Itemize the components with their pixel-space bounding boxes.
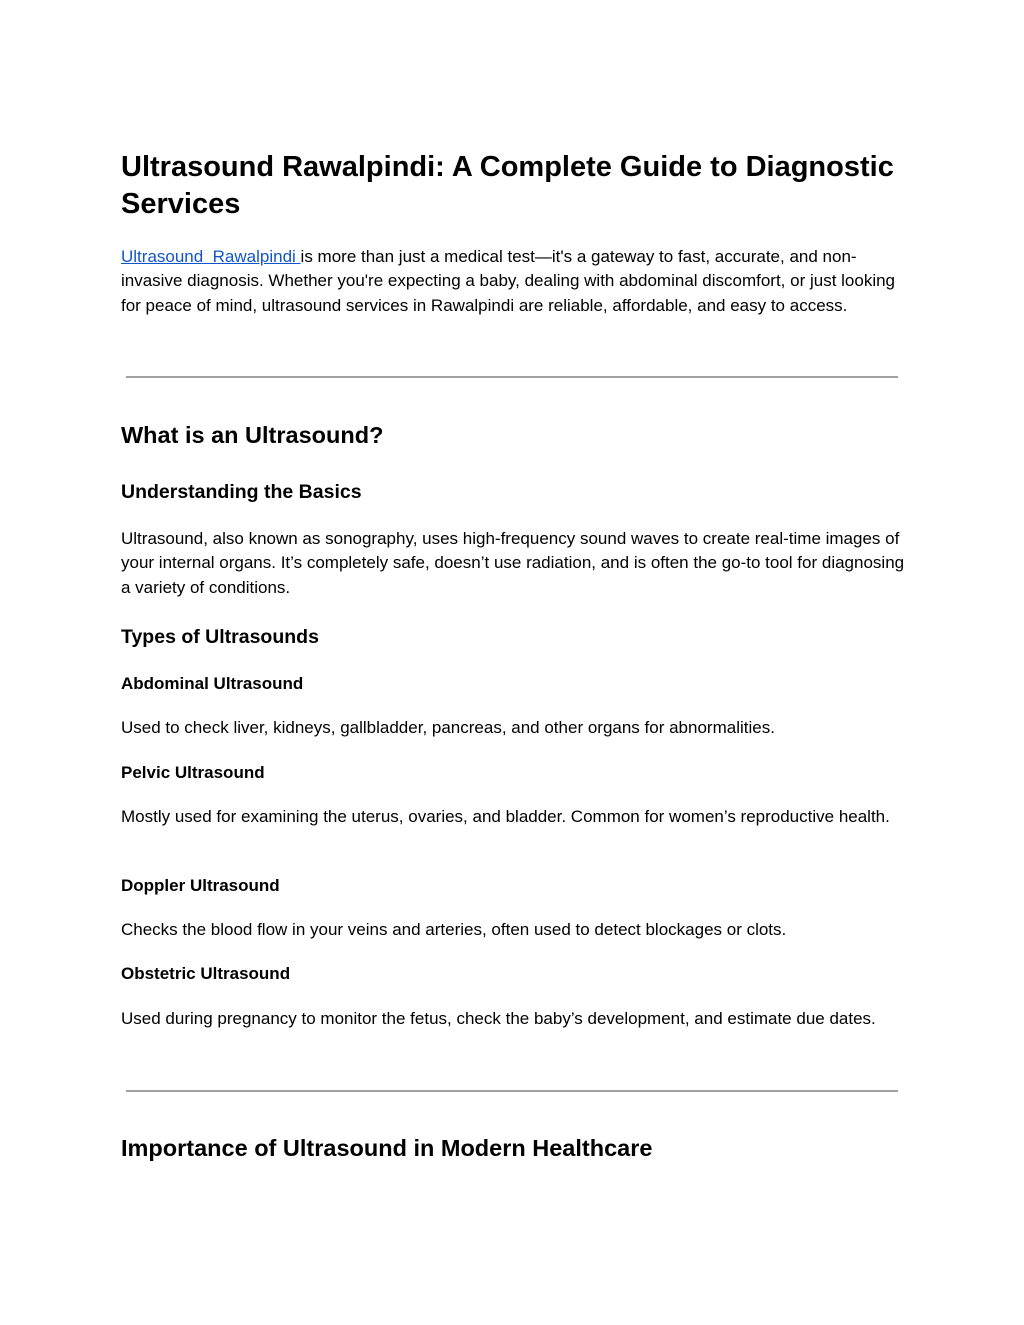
page-title: Ultrasound Rawalpindi: A Complete Guide to Diagnostic Services [121,151,894,220]
horizontal-divider [126,1090,898,1092]
section-heading-importance: Importance of Ultrasound in Modern Healthcare [121,1135,653,1161]
basics-paragraph: Ultrasound, also known as sonography, uses high-frequency sound waves to create real-time images of your internal organs. It’s completely safe, doesn’t use radiation, and is often the go-to tool for diagnosing a variety of conditions. [121,529,905,597]
type-heading-doppler: Doppler Ultrasound [121,876,280,895]
subheading-types-of-ultrasounds: Types of Ultrasounds [121,626,319,648]
type-text-pelvic: Mostly used for examining the uterus, ovaries, and bladder. Common for women’s reproductive health. [121,807,890,826]
section-heading-what-is-ultrasound: What is an Ultrasound? [121,422,384,448]
type-text-doppler: Checks the blood flow in your veins and arteries, often used to detect blockages or clots. [121,920,787,939]
type-text-obstetric: Used during pregnancy to monitor the fetus, check the baby’s development, and estimate due dates. [121,1009,876,1028]
ultrasound-rawalpindi-link[interactable]: Ultrasound Rawalpindi [121,247,301,266]
type-text-abdominal: Used to check liver, kidneys, gallbladder, pancreas, and other organs for abnormalities. [121,718,775,737]
type-heading-obstetric: Obstetric Ultrasound [121,964,291,983]
intro-paragraph [121,245,916,318]
horizontal-divider [126,376,898,378]
subheading-understanding-basics: Understanding the Basics [121,481,362,503]
type-heading-pelvic: Pelvic Ultrasound [121,763,265,782]
type-heading-abdominal: Abdominal Ultrasound [121,674,304,693]
intro-text: is more than just a medical test—it's a gateway to fast, accurate, and non-invasive diagnosis. Whether you're expecting a baby, dealing with abdominal discomfort, or just looking for peace of mind, ultrasound services in Rawalpindi are reliable, affordable, and easy to access. [121,247,896,315]
